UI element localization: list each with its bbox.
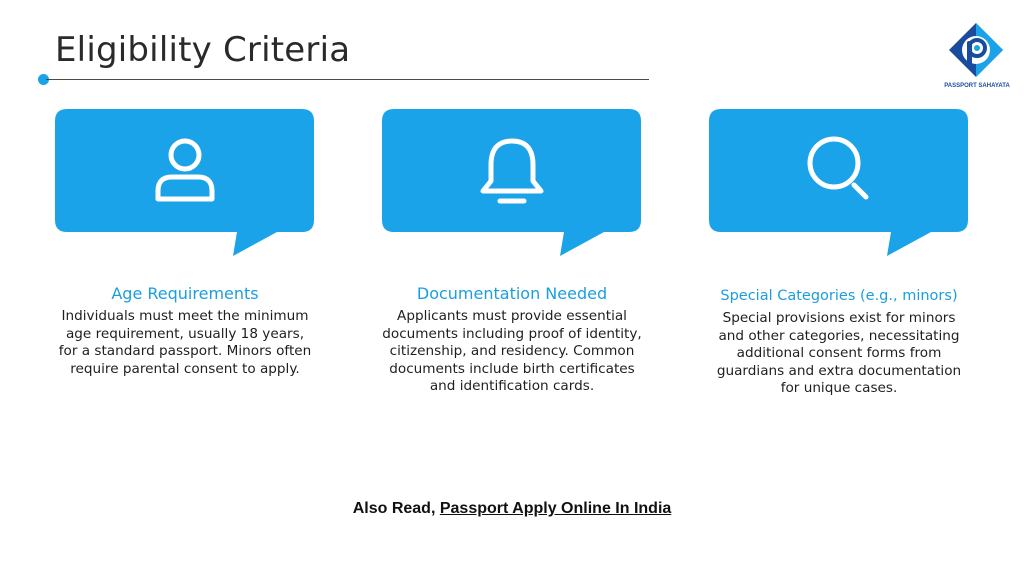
bell-icon (477, 133, 547, 205)
logo-icon (945, 22, 1007, 80)
logo-text: PASSPORT SAHAYATA (944, 83, 1010, 89)
card-heading: Documentation Needed (416, 284, 608, 303)
also-read-line (0, 500, 1024, 518)
search-icon (804, 133, 876, 205)
card-bubble-special-categories (709, 108, 969, 258)
slide-title: Eligibility Criteria (55, 30, 351, 70)
card-body: Special provisions exist for minors and other categories, necessitating additional consent forms from guardians and extra documentation for unique cases. (716, 310, 962, 397)
card-text-special-categories (709, 284, 969, 398)
card-text-age (55, 284, 315, 378)
also-read-link[interactable]: Passport Apply Online In India (439, 500, 672, 517)
card-bubble-documentation (382, 108, 642, 258)
title-rule-line (46, 79, 649, 80)
also-read-prefix: Also Read, (352, 500, 436, 517)
card-heading: Age Requirements (111, 284, 259, 303)
card-heading: Special Categories (e.g., minors) (720, 288, 958, 304)
passport-sahayata-logo (940, 22, 1014, 94)
user-icon (150, 133, 220, 203)
card-body: Individuals must meet the minimum age requirement, usually 18 years, for a standard passport. Minors often require parental consent to apply. (58, 308, 312, 377)
card-bubble-age (55, 108, 315, 258)
card-text-documentation (382, 284, 642, 396)
card-body: Applicants must provide essential documents including proof of identity, citizenship, and residency. Common documents include birth certificates and identification cards. (382, 308, 642, 395)
